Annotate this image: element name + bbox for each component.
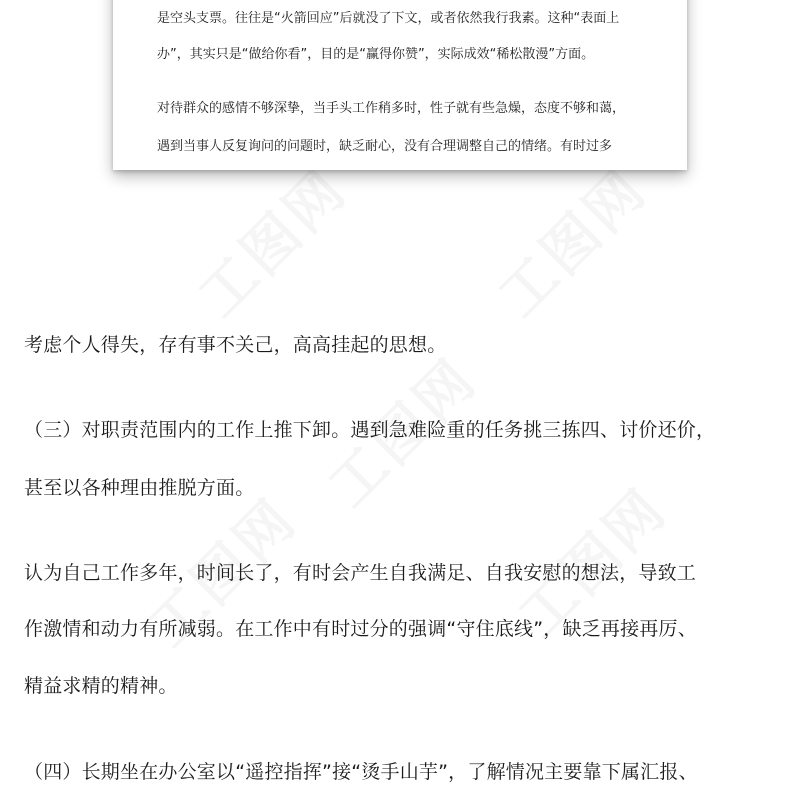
body-line: （三）对职责范围内的工作上推下卸。遇到急难险重的任务挑三拣四、讨价还价， bbox=[24, 419, 716, 441]
body-line: 甚至以各种理由推脱方面。 bbox=[24, 477, 255, 499]
watermark: 工图网 bbox=[136, 486, 310, 660]
watermark: 工图网 bbox=[506, 476, 680, 650]
body-line: 精益求精的精神。 bbox=[24, 675, 178, 697]
preview-line: 是空头支票。往往是“火箭回应”后就没了下文，或者依然我行我素。这种“表面上 bbox=[157, 11, 620, 26]
preview-line: 对待群众的感情不够深挚，当手头工作稍多时，性子就有些急燥，态度不够和蔼， bbox=[157, 101, 626, 116]
watermark: 工图网 bbox=[486, 156, 660, 330]
preview-card bbox=[113, 0, 687, 170]
preview-line: 办”，其实只是“做给你看”，目的是“赢得你赞”，实际成效“稀松散漫”方面。 bbox=[157, 47, 595, 62]
body-line: 作激情和动力有所减弱。在工作中有时过分的强调“守住底线”，缺乏再接再厉、 bbox=[24, 618, 697, 640]
body-line: （四）长期坐在办公室以“遥控指挥”接“烫手山芋”，了解情况主要靠下属汇报、 bbox=[24, 761, 698, 783]
body-line: 考虑个人得失，存有事不关己，高高挂起的思想。 bbox=[24, 334, 447, 356]
watermark: 工图网 bbox=[186, 156, 360, 330]
body-line: 认为自己工作多年，时间长了，有时会产生自我满足、自我安慰的想法，导致工 bbox=[24, 562, 697, 584]
preview-line: 遇到当事人反复询问的问题时，缺乏耐心，没有合理调整自己的情绪。有时过多 bbox=[157, 139, 613, 154]
watermark: 工图网 bbox=[316, 346, 490, 520]
